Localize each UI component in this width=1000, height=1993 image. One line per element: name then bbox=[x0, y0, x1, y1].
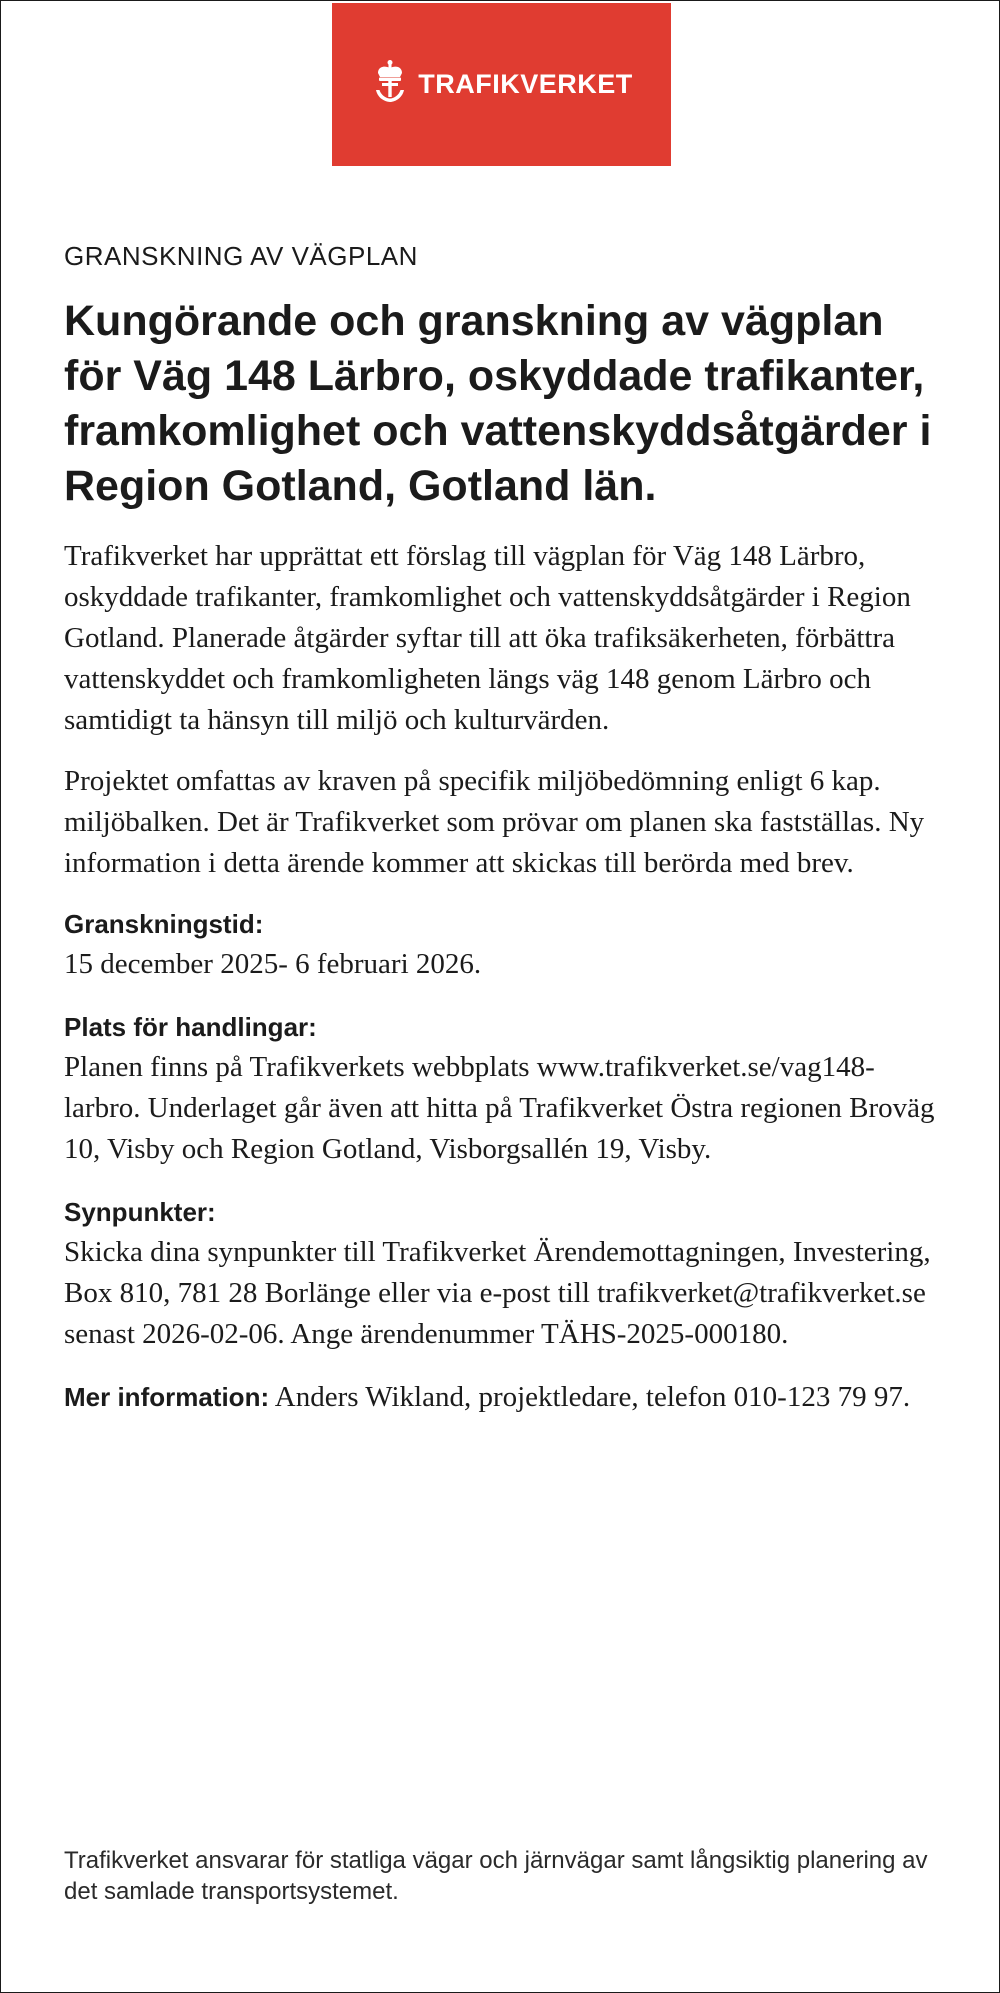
more-info-label: Mer information: bbox=[64, 1382, 270, 1413]
documents-label: Plats för handlingar: bbox=[64, 1012, 317, 1043]
review-period-label: Granskningstid: bbox=[64, 909, 264, 940]
more-info-paragraph bbox=[64, 1377, 944, 1418]
crown-anchor-icon bbox=[370, 59, 410, 110]
more-info-text: Anders Wikland, projektledare, telefon 010-123 79 97. bbox=[274, 1381, 911, 1414]
intro-paragraph: Trafikverket har upprättat ett förslag till vägplan för Väg 148 Lärbro, oskyddade trafikanter, framkomlighet och vattenskyddsåtgärder i Region Gotland. Planerade åtgärder syftar till att öka trafiksäkerheten, förbättra vattenskyddet och framkomligheten längs väg 148 genom Lärbro och samtidigt ta hänsyn till miljö och kulturvärden. bbox=[64, 540, 911, 737]
footer-text: Trafikverket ansvarar för statliga vägar och järnvägar samt långsiktig planering av det samlade transportsystemet. bbox=[64, 1847, 928, 1905]
comments-label: Synpunkter: bbox=[64, 1197, 216, 1228]
more-info-section bbox=[64, 1377, 944, 1418]
comments-section bbox=[64, 1192, 944, 1355]
brand-name: TRAFIKVERKET bbox=[418, 69, 633, 99]
brand-logo bbox=[370, 59, 633, 110]
notice-headline: Kungörande och granskning av vägplan för Väg 148 Lärbro, oskyddade trafikanter, framkomlighet och vattenskyddsåtgärder i Region Gotland, Gotland län. bbox=[64, 297, 932, 511]
review-period-section bbox=[64, 904, 944, 985]
review-period-text: 15 december 2025- 6 februari 2026. bbox=[64, 948, 482, 981]
comments-text: Skicka dina synpunkter till Trafikverket Ärendemottagningen, Investering, Box 810, 781 28 Borlänge eller via e-post till trafikverket@trafikverket.se senast 2026-02-06. Ange ärendenummer TÄHS-2025-000180. bbox=[64, 1236, 931, 1351]
documents-section bbox=[64, 1007, 944, 1170]
notice-kicker: GRANSKNING AV VÄGPLAN bbox=[64, 241, 418, 271]
documents-text: Planen finns på Trafikverkets webbplats www.trafikverket.se/vag148-larbro. Underlaget går även att hitta på Trafikverket Östra regionen Broväg 10, Visby och Region Gotland, Visborgsallén 19, Visby. bbox=[64, 1051, 935, 1166]
assessment-paragraph: Projektet omfattas av kraven på specifik miljöbedömning enligt 6 kap. miljöbalken. Det är Trafikverket som prövar om planen ska fastställas. Ny information i detta ärende kommer att skickas till berörda med brev. bbox=[64, 765, 925, 880]
brand-logo-box bbox=[332, 3, 671, 166]
notice-content bbox=[64, 241, 944, 1440]
